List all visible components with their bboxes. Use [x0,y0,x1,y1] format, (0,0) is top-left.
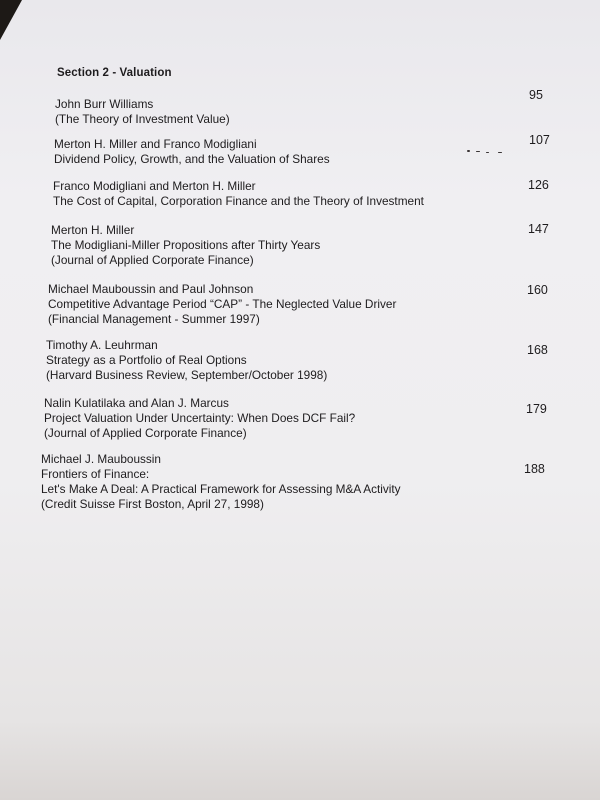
entry-source: (Harvard Business Review, September/October 1998) [46,368,328,382]
entry-title: Frontiers of Finance: [41,467,150,481]
toc-entry [54,137,330,167]
entry-source: (Journal of Applied Corporate Finance) [51,253,254,267]
entry-title: Dividend Policy, Growth, and the Valuation of Shares [54,152,330,166]
entry-source: (Credit Suisse First Boston, April 27, 1998) [41,497,264,511]
section-title: Section 2 - Valuation [57,67,172,79]
entry-title: Project Valuation Under Uncertainty: When Does DCF Fail? [44,411,356,425]
toc-entry [53,179,424,209]
entry-source: (Journal of Applied Corporate Finance) [44,426,247,440]
entry-author: Timothy A. Leuhrman [46,338,158,352]
entry-title: Strategy as a Portfolio of Real Options [46,353,247,367]
ink-speck [498,152,502,153]
entry-source: (Financial Management - Summer 1997) [48,312,260,326]
entry-page-number: 95 [529,88,543,102]
entry-title-continued: Let's Make A Deal: A Practical Framework for Assessing M&A Activity [41,482,401,496]
entry-page-number: 107 [529,133,550,147]
entry-page-number: 147 [528,222,549,236]
toc-entry [46,338,327,383]
entry-page-number: 179 [526,402,547,416]
entry-title: The Modigliani-Miller Propositions after Thirty Years [51,238,321,252]
ink-speck [467,150,470,152]
entry-author: Michael J. Mauboussin [41,452,161,466]
entry-page-number: 168 [527,343,548,357]
entry-author: Merton H. Miller [51,223,135,237]
entry-author: Merton H. Miller and Franco Modigliani [54,137,257,151]
toc-entry [55,97,230,127]
toc-entry [44,396,355,441]
entry-author: John Burr Williams [55,97,154,111]
entry-author: Franco Modigliani and Merton H. Miller [53,179,256,193]
entry-author: Michael Mauboussin and Paul Johnson [48,282,254,296]
entry-title: Competitive Advantage Period “CAP” - The Neglected Value Driver [48,297,397,311]
ink-speck [476,151,480,152]
entry-title: (The Theory of Investment Value) [55,112,230,126]
toc-entry [51,223,320,268]
entry-page-number: 126 [528,178,549,192]
entry-title: The Cost of Capital, Corporation Finance and the Theory of Investment [53,194,424,208]
toc-entry [41,452,401,512]
toc-entry [48,282,396,327]
entry-page-number: 188 [524,462,545,476]
entry-author: Nalin Kulatilaka and Alan J. Marcus [44,396,229,410]
entry-page-number: 160 [527,283,548,297]
ink-speck [486,152,489,153]
